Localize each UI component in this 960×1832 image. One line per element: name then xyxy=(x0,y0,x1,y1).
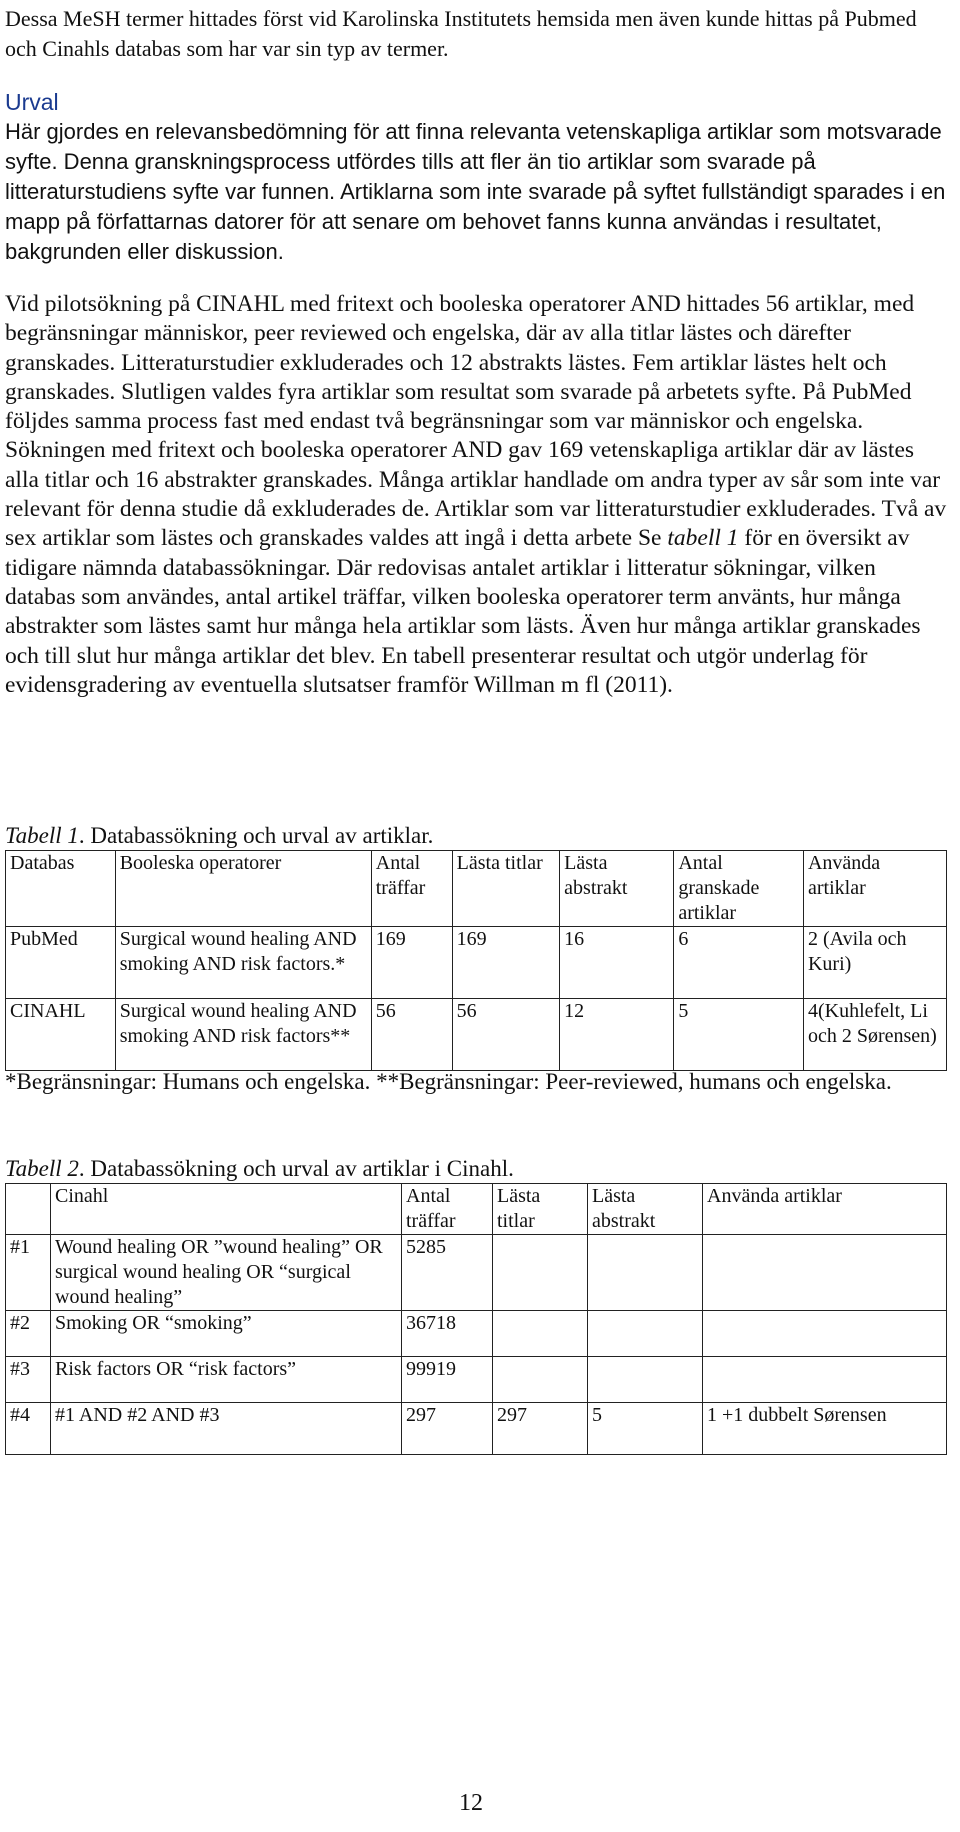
table1-cell: 56 xyxy=(452,999,560,1071)
table2-caption-label: Tabell 2 xyxy=(5,1156,79,1181)
urval-paragraph: Här gjordes en relevansbedömning för att finna relevanta vetenskapliga artiklar som motsvarade syfte. Denna granskningsprocess utfördes tills att fler än tio artiklar som svarade på litteraturstudiens syfte var funnen. Artiklarna som inte svarade på syftet fullständigt sparades i en mapp på författarnas datorer för att senare om behovet fanns kunna användas i resultatet, bakgrunden eller diskussion. xyxy=(5,119,946,264)
table1-header-cell: Lästa titlar xyxy=(452,851,560,927)
table2-cell: Smoking OR “smoking” xyxy=(51,1311,402,1357)
table2-cell: 297 xyxy=(402,1403,493,1455)
table1-cell: 169 xyxy=(452,927,560,999)
table1-cell: 16 xyxy=(560,927,674,999)
table2-cell: #2 xyxy=(6,1311,51,1357)
table1-header-cell: Booleska operatorer xyxy=(115,851,371,927)
pilot-paragraph xyxy=(5,290,950,700)
table1-cell: 2 (Avila och Kuri) xyxy=(803,927,946,999)
table2-header-cell xyxy=(6,1184,51,1235)
table2-cell: #4 xyxy=(6,1403,51,1455)
table2-cell xyxy=(588,1357,703,1403)
table2-caption-text: . Databassökning och urval av artiklar i Cinahl. xyxy=(78,1156,514,1181)
table2-cell xyxy=(493,1357,588,1403)
table2-header-row xyxy=(6,1184,947,1235)
table-row xyxy=(6,1357,947,1403)
table-row xyxy=(6,1403,947,1455)
table2-cell: 36718 xyxy=(402,1311,493,1357)
table-row xyxy=(6,1311,947,1357)
table1-header-cell: Lästa abstrakt xyxy=(560,851,674,927)
table1-cell: PubMed xyxy=(6,927,116,999)
table2-cell: #1 AND #2 AND #3 xyxy=(51,1403,402,1455)
table2-header-cell: Använda artiklar xyxy=(703,1184,947,1235)
table1-caption-label: Tabell 1 xyxy=(5,823,79,848)
table2-cell: 5285 xyxy=(402,1235,493,1311)
table2-cell: Risk factors OR “risk factors” xyxy=(51,1357,402,1403)
table1-header-cell: Databas xyxy=(6,851,116,927)
table1-cell: 6 xyxy=(674,927,804,999)
table1-cell: 4(Kuhlefelt, Li och 2 Sørensen) xyxy=(803,999,946,1071)
table1-cell: Surgical wound healing AND smoking AND risk factors.* xyxy=(115,927,371,999)
table1-caption xyxy=(5,822,433,850)
table2 xyxy=(5,1183,947,1455)
table2-cell xyxy=(703,1311,947,1357)
table2-cell: 1 +1 dubbelt Sørensen xyxy=(703,1403,947,1455)
table2-header-cell: Lästa abstrakt xyxy=(588,1184,703,1235)
table2-cell: Wound healing OR ”wound healing” OR surgical wound healing OR “surgical wound healing” xyxy=(51,1235,402,1311)
table1-cell: 169 xyxy=(371,927,452,999)
table2-cell: 5 xyxy=(588,1403,703,1455)
table1-footnote: *Begränsningar: Humans och engelska. **Begränsningar: Peer-reviewed, humans och engelska. xyxy=(5,1069,892,1094)
table-row xyxy=(6,999,947,1071)
table2-header-cell: Cinahl xyxy=(51,1184,402,1235)
table2-cell xyxy=(493,1235,588,1311)
table1-cell: 56 xyxy=(371,999,452,1071)
table1-cell: CINAHL xyxy=(6,999,116,1071)
table2-cell: 99919 xyxy=(402,1357,493,1403)
table2-cell: #3 xyxy=(6,1357,51,1403)
pilot-text-a: Vid pilotsökning på CINAHL med fritext och booleska operatorer AND hittades 56 artiklar, med begränsningar människor, peer reviewed och engelska, där av alla titlar lästes och därefter granskades. Litteraturstudier exkluderades och 12 abstrakts lästes. Fem artiklar lästes helt och granskades. Slutligen valdes fyra artiklar som resultat som svarade på arbetets syfte. På PubMed följdes samma process fast med endast två begränsningar som var människor och engelska. Sökningen med fritext och booleska operatorer AND gav 169 vetenskapliga artiklar där av lästes alla titlar och 16 abstrakter granskades. Många artiklar handlade om andra typer av sår som inte var relevant för denna studie då exkluderades de. Artiklar som var litteraturstudier exkluderades. Två av sex artiklar som lästes och granskades valdes att ingå i detta arbete Se xyxy=(5,291,947,552)
table1-header-cell: Antal träffar xyxy=(371,851,452,927)
table2-cell xyxy=(588,1235,703,1311)
table-row xyxy=(6,1235,947,1311)
table-row xyxy=(6,927,947,999)
table2-cell xyxy=(703,1357,947,1403)
table1 xyxy=(5,850,947,1071)
table2-header-cell: Antal träffar xyxy=(402,1184,493,1235)
table1-cell: Surgical wound healing AND smoking AND risk factors** xyxy=(115,999,371,1071)
table2-cell xyxy=(493,1311,588,1357)
page-number: 12 xyxy=(459,1790,483,1816)
intro-paragraph: Dessa MeSH termer hittades först vid Karolinska Institutets hemsida men även kunde hittas på Pubmed och Cinahls databas som har var sin typ av termer. xyxy=(5,6,917,61)
section-heading-urval: Urval xyxy=(5,89,59,115)
table2-header-cell: Lästa titlar xyxy=(493,1184,588,1235)
table1-cell: 5 xyxy=(674,999,804,1071)
table-reference: tabell 1 xyxy=(667,525,739,552)
table1-header-row xyxy=(6,851,947,927)
table1-header-cell: Antal granskade artiklar xyxy=(674,851,804,927)
table2-caption xyxy=(5,1155,514,1183)
table2-cell: #1 xyxy=(6,1235,51,1311)
table1-header-cell: Använda artiklar xyxy=(803,851,946,927)
table2-cell: 297 xyxy=(493,1403,588,1455)
pilot-text-b: för en översikt av tidigare nämnda databassökningar. Där redovisas antalet artiklar i litteratur sökningar, vilken databas som användes, antal artikel träffar, vilken booleska operatorer term använts, hur många abstrakter som lästes samt hur många hela artiklar som lästs. Även hur många artiklar granskades och till slut hur många artiklar det blev. En tabell presenterar resultat och utgör underlag för evidensgradering av eventuella slutsatser framför Willman m fl (2011). xyxy=(5,525,921,698)
table1-cell: 12 xyxy=(560,999,674,1071)
table1-caption-text: . Databassökning och urval av artiklar. xyxy=(78,823,434,848)
table2-cell xyxy=(703,1235,947,1311)
table2-cell xyxy=(588,1311,703,1357)
